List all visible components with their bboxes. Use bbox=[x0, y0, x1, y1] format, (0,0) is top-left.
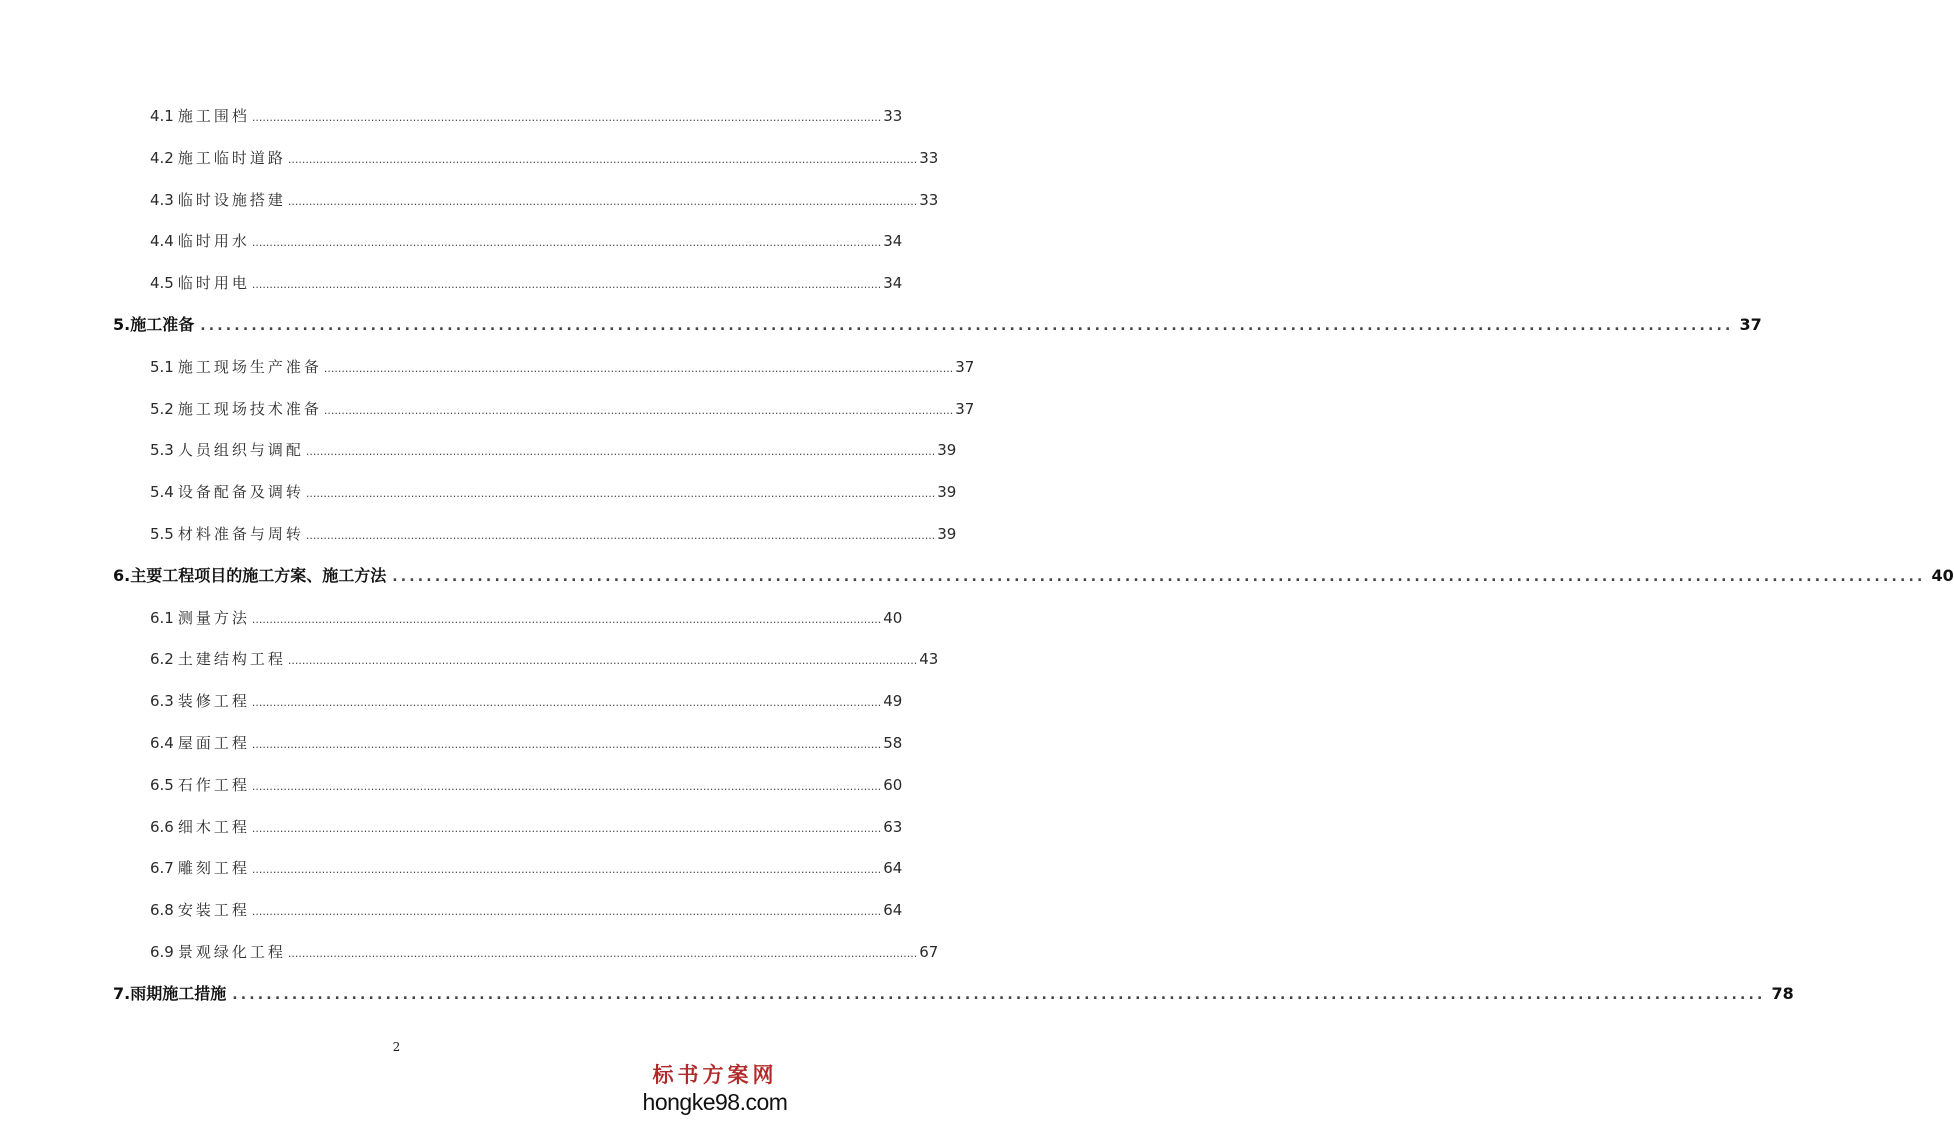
toc-entry-number: 5.4 bbox=[150, 483, 174, 501]
dot-leader: .................................................................................................................................................................................... bbox=[232, 987, 1766, 1003]
dot-leader: .................................................................................................................................................................................... bbox=[251, 738, 882, 751]
toc-entry[interactable] bbox=[150, 226, 903, 256]
toc-entry-page: 37 bbox=[955, 400, 975, 418]
dot-leader: .................................................................................................................................................................................... bbox=[251, 822, 882, 835]
dot-leader: .................................................................................................................................................................................... bbox=[251, 863, 882, 876]
dot-leader: .................................................................................................................................................................................... bbox=[251, 613, 882, 626]
toc-entry[interactable] bbox=[150, 394, 975, 424]
toc-entry-number: 4.3 bbox=[150, 191, 174, 209]
dot-leader: .................................................................................................................................................................................... bbox=[305, 529, 936, 542]
dot-leader: .................................................................................................................................................................................... bbox=[287, 153, 918, 166]
toc-entry-title: 材料准备与周转 bbox=[177, 525, 304, 543]
toc-entry-number: 6.1 bbox=[150, 609, 174, 627]
toc-entry-number: 6.7 bbox=[150, 859, 174, 877]
toc-chapter-number: 5. bbox=[113, 315, 131, 334]
toc-entry-number: 5.2 bbox=[150, 400, 174, 418]
toc-entry-title: 装修工程 bbox=[177, 692, 250, 710]
toc-entry-number: 4.1 bbox=[150, 107, 174, 125]
toc-entry-page: 49 bbox=[883, 692, 903, 710]
toc-chapter-page: 78 bbox=[1771, 984, 1794, 1003]
toc-entry[interactable] bbox=[150, 185, 939, 215]
toc-entry-number: 4.5 bbox=[150, 274, 174, 292]
dot-leader: .................................................................................................................................................................................... bbox=[287, 947, 918, 960]
toc-chapter-title: 施工准备 bbox=[130, 315, 195, 334]
toc-entry-title: 施工现场生产准备 bbox=[177, 358, 322, 376]
toc-entry-page: 39 bbox=[937, 483, 957, 501]
toc-chapter[interactable] bbox=[113, 979, 1794, 1009]
dot-leader: .................................................................................................................................................................................... bbox=[323, 362, 954, 375]
dot-leader: .................................................................................................................................................................................... bbox=[305, 445, 936, 458]
toc-entry-title: 人员组织与调配 bbox=[177, 441, 304, 459]
toc-entry-title: 安装工程 bbox=[177, 901, 250, 919]
dot-leader: .................................................................................................................................................................................... bbox=[251, 111, 882, 124]
dot-leader: .................................................................................................................................................................................... bbox=[251, 278, 882, 291]
toc-entry[interactable] bbox=[150, 895, 903, 925]
toc-entry-page: 60 bbox=[883, 776, 903, 794]
toc-entry-page: 64 bbox=[883, 859, 903, 877]
toc-entry-page: 34 bbox=[883, 232, 903, 250]
toc-chapter-title: 主要工程项目的施工方案、施工方法 bbox=[130, 566, 387, 585]
toc-entry-number: 5.1 bbox=[150, 358, 174, 376]
toc-entry[interactable] bbox=[150, 728, 903, 758]
toc-entry-number: 6.6 bbox=[150, 818, 174, 836]
toc-entry-page: 33 bbox=[919, 149, 939, 167]
toc-entry[interactable] bbox=[150, 143, 939, 173]
toc-entry-page: 39 bbox=[937, 525, 957, 543]
toc-entry-number: 4.2 bbox=[150, 149, 174, 167]
toc-entry-title: 景观绿化工程 bbox=[177, 943, 286, 961]
toc-chapter-page: 40 bbox=[1931, 566, 1954, 585]
toc-entry-title: 设备配备及调转 bbox=[177, 483, 304, 501]
toc-entry-title: 临时用电 bbox=[177, 274, 250, 292]
toc-entry-number: 5.5 bbox=[150, 525, 174, 543]
toc-entry-page: 33 bbox=[883, 107, 903, 125]
toc-entry-page: 33 bbox=[919, 191, 939, 209]
toc-entry-page: 37 bbox=[955, 358, 975, 376]
dot-leader: .................................................................................................................................................................................... bbox=[287, 654, 918, 667]
toc-entry[interactable] bbox=[150, 937, 939, 967]
dot-leader: .................................................................................................................................................................................... bbox=[392, 569, 1926, 585]
toc-entry-page: 39 bbox=[937, 441, 957, 459]
watermark-chinese-text: 标书方案网 bbox=[652, 1062, 778, 1087]
toc-entry-page: 34 bbox=[883, 274, 903, 292]
toc-entry-number: 6.8 bbox=[150, 901, 174, 919]
toc-chapter-number: 7. bbox=[113, 984, 131, 1003]
toc-entry-title: 土建结构工程 bbox=[177, 650, 286, 668]
toc-entry[interactable] bbox=[150, 603, 903, 633]
toc-entry-title: 雕刻工程 bbox=[177, 859, 250, 877]
toc-entry-title: 施工现场技术准备 bbox=[177, 400, 322, 418]
toc-chapter-title: 雨期施工措施 bbox=[130, 984, 227, 1003]
toc-entry-number: 6.9 bbox=[150, 943, 174, 961]
dot-leader: .................................................................................................................................................................................... bbox=[287, 195, 918, 208]
dot-leader: .................................................................................................................................................................................... bbox=[251, 905, 882, 918]
toc-entry-number: 4.4 bbox=[150, 232, 174, 250]
toc-entry-page: 64 bbox=[883, 901, 903, 919]
toc-chapter[interactable] bbox=[113, 310, 1762, 340]
toc-entry[interactable] bbox=[150, 101, 903, 131]
toc-entry-title: 石作工程 bbox=[177, 776, 250, 794]
toc-entry[interactable] bbox=[150, 435, 957, 465]
toc-entry-page: 40 bbox=[883, 609, 903, 627]
toc-chapter-number: 6. bbox=[113, 566, 131, 585]
dot-leader: .................................................................................................................................................................................... bbox=[200, 318, 1734, 334]
dot-leader: .................................................................................................................................................................................... bbox=[323, 404, 954, 417]
toc-chapter[interactable] bbox=[113, 561, 1954, 591]
dot-leader: .................................................................................................................................................................................... bbox=[305, 487, 936, 500]
toc-entry-number: 6.2 bbox=[150, 650, 174, 668]
toc-entry[interactable] bbox=[150, 686, 903, 716]
toc-entry-page: 63 bbox=[883, 818, 903, 836]
toc-entry[interactable] bbox=[150, 812, 903, 842]
toc-entry-title: 施工围档 bbox=[177, 107, 250, 125]
dot-leader: .................................................................................................................................................................................... bbox=[251, 236, 882, 249]
toc-entry[interactable] bbox=[150, 644, 939, 674]
toc-entry-title: 施工临时道路 bbox=[177, 149, 286, 167]
toc-entry-title: 屋面工程 bbox=[177, 734, 250, 752]
toc-entry-page: 43 bbox=[919, 650, 939, 668]
toc-entry-title: 测量方法 bbox=[177, 609, 250, 627]
dot-leader: .................................................................................................................................................................................... bbox=[251, 696, 882, 709]
page-number: 2 bbox=[392, 1040, 401, 1054]
toc-chapter-page: 37 bbox=[1739, 315, 1762, 334]
toc-entry-page: 67 bbox=[919, 943, 939, 961]
toc-entry[interactable] bbox=[150, 519, 957, 549]
toc-entry-title: 临时用水 bbox=[177, 232, 250, 250]
toc-entry-page: 58 bbox=[883, 734, 903, 752]
toc-entry-number: 5.3 bbox=[150, 441, 174, 459]
toc-entry-title: 临时设施搭建 bbox=[177, 191, 286, 209]
toc-entry[interactable] bbox=[150, 477, 957, 507]
toc-entry-number: 6.4 bbox=[150, 734, 174, 752]
toc-entry[interactable] bbox=[150, 268, 903, 298]
toc-entry-number: 6.3 bbox=[150, 692, 174, 710]
watermark-logo bbox=[640, 1062, 790, 1120]
toc-entry[interactable] bbox=[150, 853, 903, 883]
toc-entry-number: 6.5 bbox=[150, 776, 174, 794]
dot-leader: .................................................................................................................................................................................... bbox=[251, 780, 882, 793]
toc-entry-title: 细木工程 bbox=[177, 818, 250, 836]
watermark-url-text: hongke98.com bbox=[642, 1089, 788, 1115]
toc-entry[interactable] bbox=[150, 770, 903, 800]
toc-entry[interactable] bbox=[150, 352, 975, 382]
